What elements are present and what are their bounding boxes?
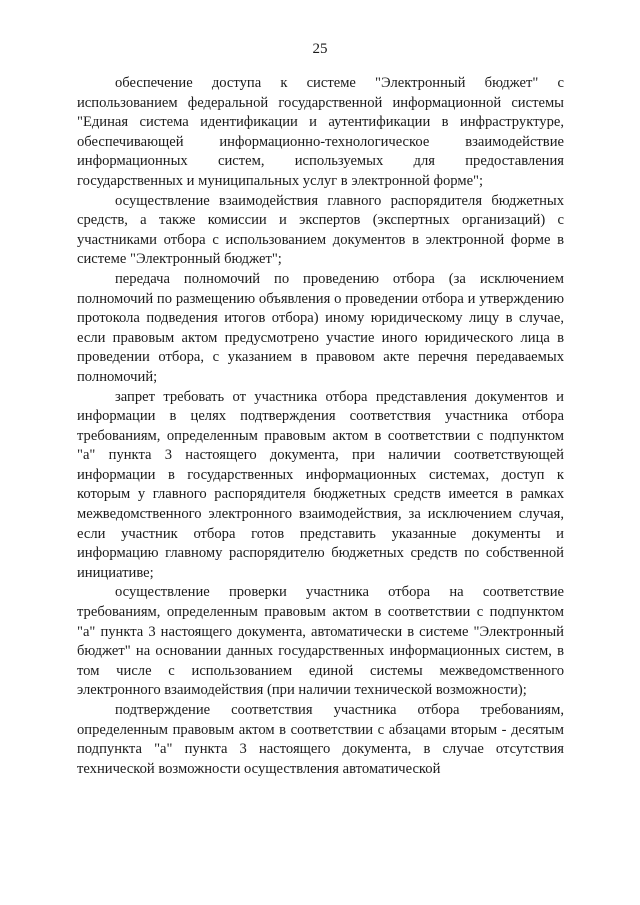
document-body (77, 74, 564, 779)
page-number: 25 (312, 41, 328, 57)
paragraph-transfer-of-powers: передача полномочий по проведению отбора (за исключением полномочий по размещению объявления о проведении отбора и утверждению протокола подведения итогов отбора) иному юридическому лицу в случае, если правовым актом предусмотрено участие иного юридического лица в проведении отбора, с указанием в правовом акте перечня передаваемых полномочий; (77, 270, 564, 385)
paragraph-access-electronic-budget: обеспечение доступа к системе "Электронный бюджет" с использованием федеральной государственной информационной системы "Единая система идентификации и аутентификации в инфраструктуре, обеспечивающей информационно-технологическое взаимодействие информационных систем, используемых для предоставления государственных и муниципальных услуг в электронной форме"; (77, 75, 564, 189)
paragraph-prohibition-of-requests: запрет требовать от участника отбора представления документов и информации в целях подтверждения соответствия участника отбора требованиям, определенным правовым актом в соответствии с подпунктом "а" пункта 3 настоящего документа, при наличии соответствующей информации в государственных информационных системах, доступ к которым у главного распорядителя бюджетных средств имеется в рамках межведомственного электронного взаимодействия, за исключением случая, если участник отбора готов представить указанные документы и информацию главному распорядителю бюджетных средств по собственной инициативе; (77, 388, 564, 581)
paragraph-automatic-verification: осуществление проверки участника отбора на соответствие требованиям, определенным правовым актом в соответствии с подпунктом "а" пункта 3 настоящего документа, автоматически в системе "Электронный бюджет" на основании данных государственных информационных систем, в том числе с использованием единой системы межведомственного электронного взаимодействия (при наличии технической возможности); (77, 584, 564, 699)
paragraph-interaction-with-participants: осуществление взаимодействия главного распорядителя бюджетных средств, а также комиссии и экспертов (экспертных организаций) с участниками отбора с использованием документов в электронной форме в системе "Электронный бюджет"; (77, 192, 564, 268)
paragraph-confirmation-of-compliance: подтверждение соответствия участника отбора требованиям, определенным правовым актом в соответствии с абзацами вторым - десятым подпункта "а" пункта 3 настоящего документа, в случае отсутствия технической возможности осуществления автоматической (77, 702, 564, 777)
